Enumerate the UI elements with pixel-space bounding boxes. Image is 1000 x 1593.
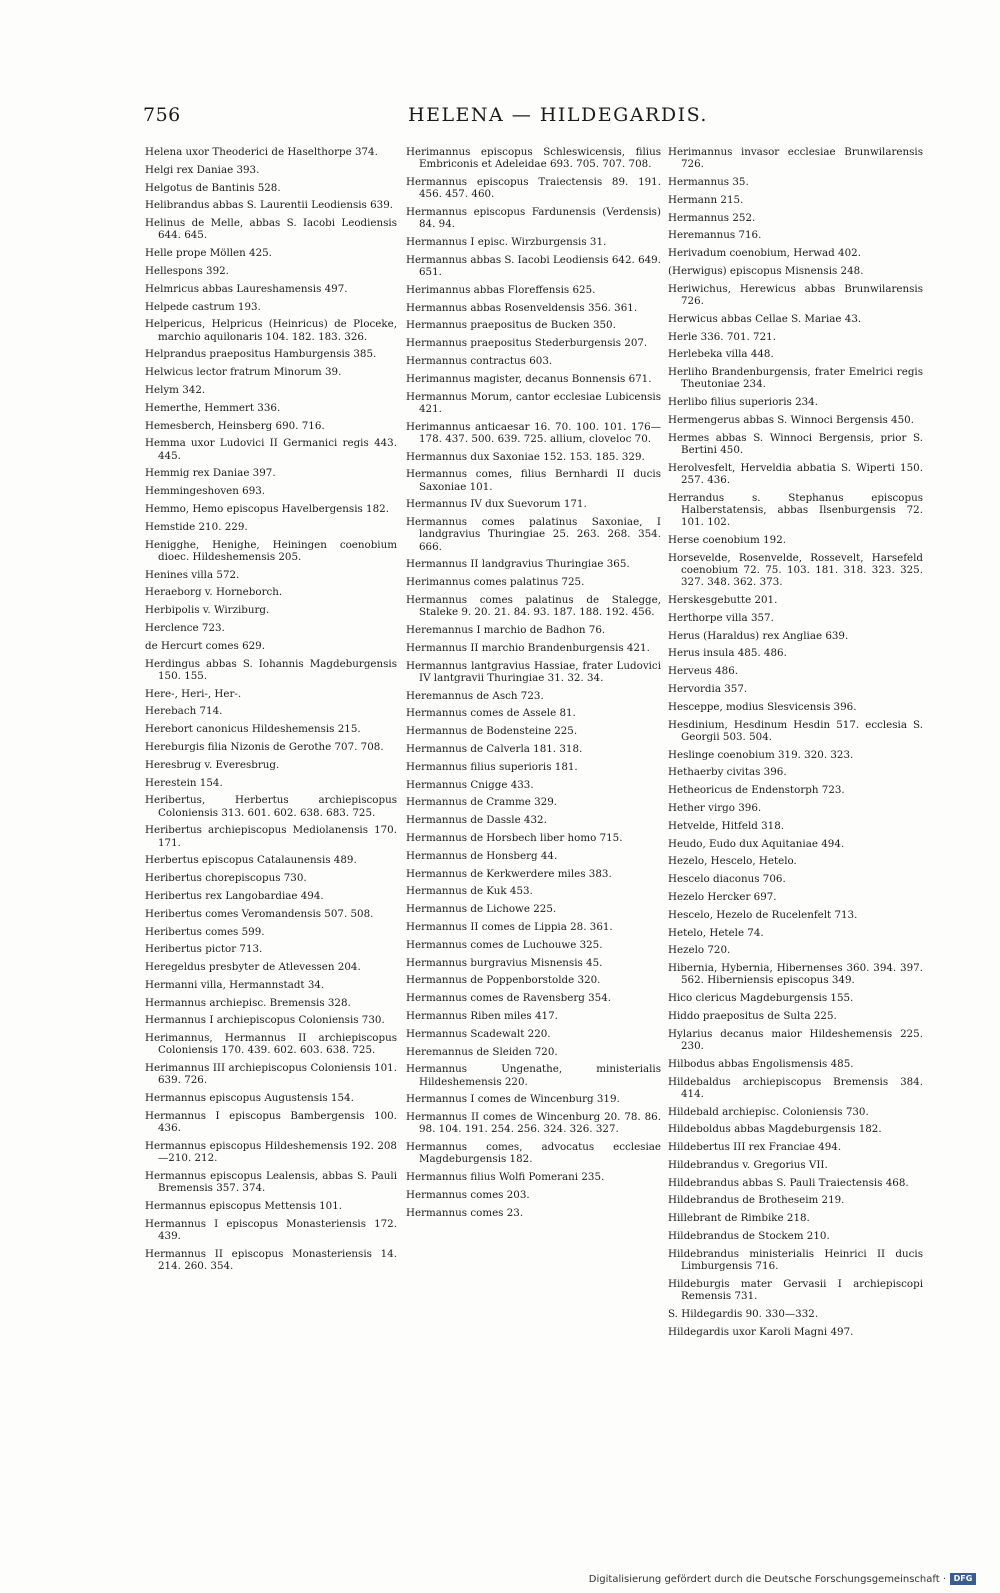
index-entry: Herdingus abbas S. Iohannis Magdeburgensis 150. 155. [145,657,397,682]
index-entry: Hermannus de Lichowe 225. [406,903,557,916]
index-entry: Hildebald archiepisc. Coloniensis 730. [668,1105,869,1118]
index-entry: Helmricus abbas Laureshamensis 497. [145,282,348,295]
index-entry: Hylarius decanus maior Hildeshemensis 225. 230. [668,1027,923,1052]
index-entry: Hemmig rex Daniae 397. [145,467,276,480]
index-entry: Hermannus praepositus de Bucken 350. [406,319,616,332]
index-entry: Heribertus, Herbertus archiepiscopus Coloniensis 313. 601. 602. 638. 683. 725. [145,794,397,819]
index-entry: Helibrandus abbas S. Laurentii Leodiensis 639. [145,199,394,212]
index-entry: Herus (Haraldus) rex Angliae 639. [668,629,849,642]
index-entry: Herclence 723. [145,621,225,634]
index-entry: Hermannus dux Saxoniae 152. 153. 185. 329. [406,450,645,463]
index-entry: Hemma uxor Ludovici II Germanici regis 443. 445. [145,437,397,462]
index-entry: Hermannus episcopus Fardunensis (Verdensis) 84. 94. [406,206,661,231]
index-entry: Hildebrandus ministerialis Heinrici II ducis Limburgensis 716. [668,1247,923,1273]
index-entry: Heregeldus presbyter de Atlevessen 204. [145,961,361,974]
index-entry: Hillebrant de Rimbike 218. [668,1212,810,1225]
index-entry: Hermannus comes palatinus Saxoniae, I landgravius Thuringiae 25. 263. 268. 354. 666. [406,516,661,553]
index-entry: Horsevelde, Rosenvelde, Rossevelt, Harsefeld coenobium 72. 75. 103. 181. 318. 323. 325. 327. 348. 362. 373. [668,551,923,589]
index-entry: Hildebertus III rex Franciae 494. [668,1141,842,1154]
index-entry: Hermannus abbas S. Iacobi Leodiensis 642. 649. 651. [406,253,661,278]
index-entry: de Hercurt comes 629. [145,639,265,652]
index-entry: Herrandus s. Stephanus episcopus Halberstatensis, abbas Ilsenburgensis 72. 101. 102. [668,491,923,529]
index-entry: Helle prope Möllen 425. [145,247,272,260]
index-entry: Hermannus episcopus Lealensis, abbas S. Pauli Bremensis 357. 374. [145,1170,397,1195]
index-entry: Hermannus comes, filius Bernhardi II ducis Saxoniae 101. [406,468,661,493]
index-entry: Hermannus 252. [668,211,756,224]
index-entry: Herestein 154. [145,776,223,789]
page-number: 756 [143,104,181,126]
index-entry: Hildegardis uxor Karoli Magni 497. [668,1325,854,1338]
index-entry: Hezelo Hercker 697. [668,890,777,903]
index-entry: Herthorpe villa 357. [668,611,774,624]
index-entry: Hervordia 357. [668,682,748,695]
index-entry: Hermannus comes de Luchouwe 325. [406,938,603,951]
index-entry: Hetelo, Hetele 74. [668,926,764,939]
index-entry: Hermannus episcopus Augustensis 154. [145,1092,354,1105]
index-entry: Herimannus magister, decanus Bonnensis 671. [406,372,652,385]
index-entry: Hildebaldus archiepiscopus Bremensis 384. 414. [668,1075,923,1100]
index-entry: Hermannus de Kuk 453. [406,885,533,898]
index-entry: Hether virgo 396. [668,801,762,814]
index-entry: Here-, Heri-, Her-. [145,687,242,700]
index-entry: Hildebrandus de Brotheseim 219. [668,1194,845,1207]
index-entry: Hildebrandus abbas S. Pauli Traiectensis 468. [668,1176,909,1189]
index-column-1 [145,146,397,1278]
index-entry: Herimannus comes palatinus 725. [406,576,585,589]
index-entry: Herle 336. 701. 721. [668,330,776,343]
index-entry: Heudo, Eudo dux Aquitaniae 494. [668,837,845,850]
index-entry: Hildeburgis mater Gervasii I archiepiscopi Remensis 731. [668,1277,923,1303]
index-entry: Hellespons 392. [145,264,229,277]
index-entry: Hemstide 210. 229. [145,520,248,533]
index-entry: Hermannus episcopus Mettensis 101. [145,1200,343,1213]
index-entry: Hesdinium, Hesdinum Hesdin 517. ecclesia S. Georgii 503. 504. [668,718,923,743]
index-entry: Helpericus, Helpricus (Heinricus) de Ploceke, marchio aquilonaris 104. 182. 183. 326. [145,318,397,343]
index-entry: Herse coenobium 192. [668,533,787,546]
running-head: HELENA — HILDEGARDIS. [408,104,708,126]
index-entry: Helpede castrum 193. [145,300,261,313]
index-entry: Hermannus episcopus Traiectensis 89. 191. 456. 457. 460. [406,176,661,201]
index-entry: Hermannus comes 203. [406,1188,530,1201]
index-entry: Heremannus I marchio de Badhon 76. [406,623,606,636]
index-entry: Henines villa 572. [145,568,240,581]
index-entry: S. Hildegardis 90. 330—332. [668,1307,819,1320]
index-entry: Heresbrug v. Everesbrug. [145,758,280,771]
index-entry: Helena uxor Theoderici de Haselthorpe 374. [145,146,378,158]
index-entry: Hermannus comes, advocatus ecclesiae Magdeburgensis 182. [406,1141,661,1166]
index-entry: Hermannus Riben miles 417. [406,1009,558,1022]
index-entry: (Herwigus) episcopus Misnensis 248. [668,264,864,277]
index-column-2 [406,146,661,1224]
index-entry: Hermannus I comes de Wincenburg 319. [406,1093,620,1106]
index-entry: Heribertus archiepiscopus Mediolanensis 170. 171. [145,824,397,849]
index-entry: Hermannus filius superioris 181. [406,760,578,773]
index-entry: Hermannus I episcopus Monasteriensis 172. 439. [145,1217,397,1243]
footer-credit: Digitalisierung gefördert durch die Deutsche Forschungsgemeinschaft · [588,1573,946,1585]
index-entry: Herveus 486. [668,665,739,678]
index-entry: Heremannus de Asch 723. [406,689,544,702]
index-entry: Hermanni villa, Hermannstadt 34. [145,978,325,991]
index-entry: Helgi rex Daniae 393. [145,163,260,176]
index-entry: Herus insula 485. 486. [668,647,787,660]
index-entry: Hibernia, Hybernia, Hibernenses 360. 394. 397. 562. Hiberniensis episcopus 349. [668,962,923,987]
index-entry: Hesceppe, modius Slesvicensis 396. [668,700,857,713]
index-entry: Hermannus comes de Assele 81. [406,707,576,720]
index-entry: Hermannus de Calverla 181. 318. [406,742,583,755]
index-entry: Hermannus de Cramme 329. [406,796,558,809]
index-entry: Herivadum coenobium, Herwad 402. [668,247,861,260]
index-entry: Hermannus II episcopus Monasteriensis 14. 214. 260. 354. [145,1247,397,1273]
index-entry: Hermannus II comes de Lippia 28. 361. [406,920,613,933]
index-entry: Hico clericus Magdeburgensis 155. [668,992,854,1005]
index-entry: Hildebrandus v. Gregorius VII. [668,1158,828,1171]
index-entry: Hezelo 720. [668,944,731,957]
index-entry: Hermannus abbas Rosenveldensis 356. 361. [406,301,638,314]
index-entry: Herimannus invasor ecclesiae Brunwilarensis 726. [668,146,923,171]
index-entry: Herliho Brandenburgensis, frater Emelrici regis Theutoniae 234. [668,366,923,391]
index-entry: Hemmo, Hemo episcopus Havelbergensis 182. [145,502,389,515]
index-entry: Heremannus de Sleiden 720. [406,1045,558,1058]
index-entry: Hethaerby civitas 396. [668,766,787,779]
index-entry: Hezelo, Hescelo, Hetelo. [668,855,797,868]
index-entry: Hermannus Ungenathe, ministerialis Hildeshemensis 220. [406,1063,661,1088]
index-entry: Hermannus de Dassle 432. [406,814,547,827]
index-entry: Hermannus archiepisc. Bremensis 328. [145,996,351,1009]
index-entry: Henigghe, Henighe, Heiningen coenobium dioec. Hildeshemensis 205. [145,538,397,563]
footer [589,1573,976,1585]
index-entry: Herolvesfelt, Herveldia abbatia S. Wiperti 150. 257. 436. [668,461,923,486]
index-entry: Hermannus Morum, cantor ecclesiae Lubicensis 421. [406,390,661,415]
index-entry: Helinus de Melle, abbas S. Iacobi Leodiensis 644. 645. [145,217,397,242]
index-entry: Herimannus anticaesar 16. 70. 100. 101. 176—178. 437. 500. 639. 725. allium, cloveloc 70. [406,420,661,445]
index-entry: Hermannus comes de Ravensberg 354. [406,992,612,1005]
index-entry: Helwicus lector fratrum Minorum 39. [145,366,342,379]
index-entry: Hiddo praepositus de Sulta 225. [668,1009,837,1022]
index-entry: Hermannus IV dux Suevorum 171. [406,498,587,511]
index-entry: Hermannus praepositus Stederburgensis 207. [406,337,648,350]
index-entry: Hermannus de Honsberg 44. [406,849,558,862]
index-entry: Herimannus III archiepiscopus Coloniensis 101. 639. 726. [145,1062,397,1087]
index-entry: Hermannus filius Wolfi Pomerani 235. [406,1171,605,1184]
index-entry: Heribertus chorepiscopus 730. [145,872,307,885]
index-entry: Hermannus I episcopus Bambergensis 100. 436. [145,1110,397,1135]
index-entry: Herimannus episcopus Schleswicensis, filius Embriconis et Adeleidae 693. 705. 707. 708. [406,146,661,171]
index-entry: Hermannus I episc. Wirzburgensis 31. [406,236,607,248]
index-entry: Herimannus abbas Floreffensis 625. [406,283,596,296]
index-entry: Hermes abbas S. Winnoci Bergensis, prior S. Bertini 450. [668,431,923,456]
index-entry: Heribertus comes Veromandensis 507. 508. [145,907,374,920]
index-entry: Hermannus comes 23. [406,1206,524,1219]
index-entry: Hermannus II marchio Brandenburgensis 421. [406,641,650,654]
index-entry: Herskesgebutte 201. [668,593,778,606]
index-entry: Herlibo filius superioris 234. [668,396,819,409]
index-entry: Hermannus de Poppenborstolde 320. [406,974,601,987]
index-entry: Herwicus abbas Cellae S. Mariae 43. [668,312,862,325]
index-entry: Hermannus I archiepiscopus Coloniensis 730. [145,1014,385,1027]
index-entry: Herebach 714. [145,705,223,718]
index-entry: Hermannus de Kerkwerdere miles 383. [406,867,612,880]
index-entry: Helprandus praepositus Hamburgensis 385. [145,348,377,361]
index-entry: Hemmingeshoven 693. [145,485,266,498]
index-entry: Heslinge coenobium 319. 320. 323. [668,748,854,761]
index-entry: Hescelo, Hezelo de Rucelenfelt 713. [668,908,858,921]
index-column-3 [668,146,923,1343]
index-entry: Hermannus 35. [668,176,749,188]
index-entry: Hildeboldus abbas Magdeburgensis 182. [668,1123,882,1136]
index-entry: Hermann 215. [668,193,744,206]
index-entry: Heraeborg v. Horneborch. [145,586,283,599]
index-entry: Herimannus, Hermannus II archiepiscopus Coloniensis 170. 439. 602. 603. 638. 725. [145,1032,397,1057]
index-entry: Hildebrandus de Stockem 210. [668,1230,830,1243]
index-entry: Hermannus II landgravius Thuringiae 365. [406,558,630,571]
index-entry: Herebort canonicus Hildeshemensis 215. [145,723,361,736]
index-entry: Hermannus Cnigge 433. [406,778,534,791]
index-entry: Hemerthe, Hemmert 336. [145,401,281,414]
index-entry: Herbipolis v. Wirziburg. [145,604,270,617]
index-entry: Hermannus II comes de Wincenburg 20. 78. 86. 98. 104. 191. 254. 256. 324. 326. 327. [406,1111,661,1136]
index-entry: Hermannus Scadewalt 220. [406,1027,551,1040]
index-entry: Herlebeka villa 448. [668,348,774,361]
index-entry: Helym 342. [145,383,206,396]
index-entry: Hemesberch, Heinsberg 690. 716. [145,419,325,432]
index-entry: Hermannus de Horsbech liber homo 715. [406,831,623,844]
index-entry: Hetvelde, Hitfeld 318. [668,819,785,832]
index-entry: Hermannus burgravius Misnensis 45. [406,956,603,969]
index-entry: Hetheoricus de Endenstorph 723. [668,784,845,797]
index-entry: Helgotus de Bantinis 528. [145,181,281,194]
index-entry: Heribertus pictor 713. [145,943,263,956]
index-entry: Heribertus comes 599. [145,925,265,938]
index-entry: Hermannus lantgravius Hassiae, frater Ludovici IV lantgravii Thuringiae 31. 32. 34. [406,659,661,684]
index-entry: Hilbodus abbas Engolismensis 485. [668,1057,854,1070]
index-entry: Hermannus contractus 603. [406,354,553,367]
index-entry: Hermannus episcopus Hildeshemensis 192. 208—210. 212. [145,1140,397,1165]
index-entry: Hermannus de Bodensteine 225. [406,725,578,738]
index-entry: Hereburgis filia Nizonis de Gerothe 707. 708. [145,740,384,753]
index-entry: Heribertus rex Langobardiae 494. [145,889,324,902]
index-entry: Hescelo diaconus 706. [668,873,786,886]
dfg-logo: DFG [950,1573,976,1585]
index-entry: Hermannus comes palatinus de Stalegge, Staleke 9. 20. 21. 84. 93. 187. 188. 192. 456. [406,593,661,619]
index-entry: Heremannus 716. [668,229,762,242]
index-entry: Hermengerus abbas S. Winnoci Bergensis 450. [668,413,914,426]
index-entry: Heriwichus, Herewicus abbas Brunwilarensis 726. [668,282,923,307]
index-entry: Herbertus episcopus Catalaunensis 489. [145,854,357,867]
